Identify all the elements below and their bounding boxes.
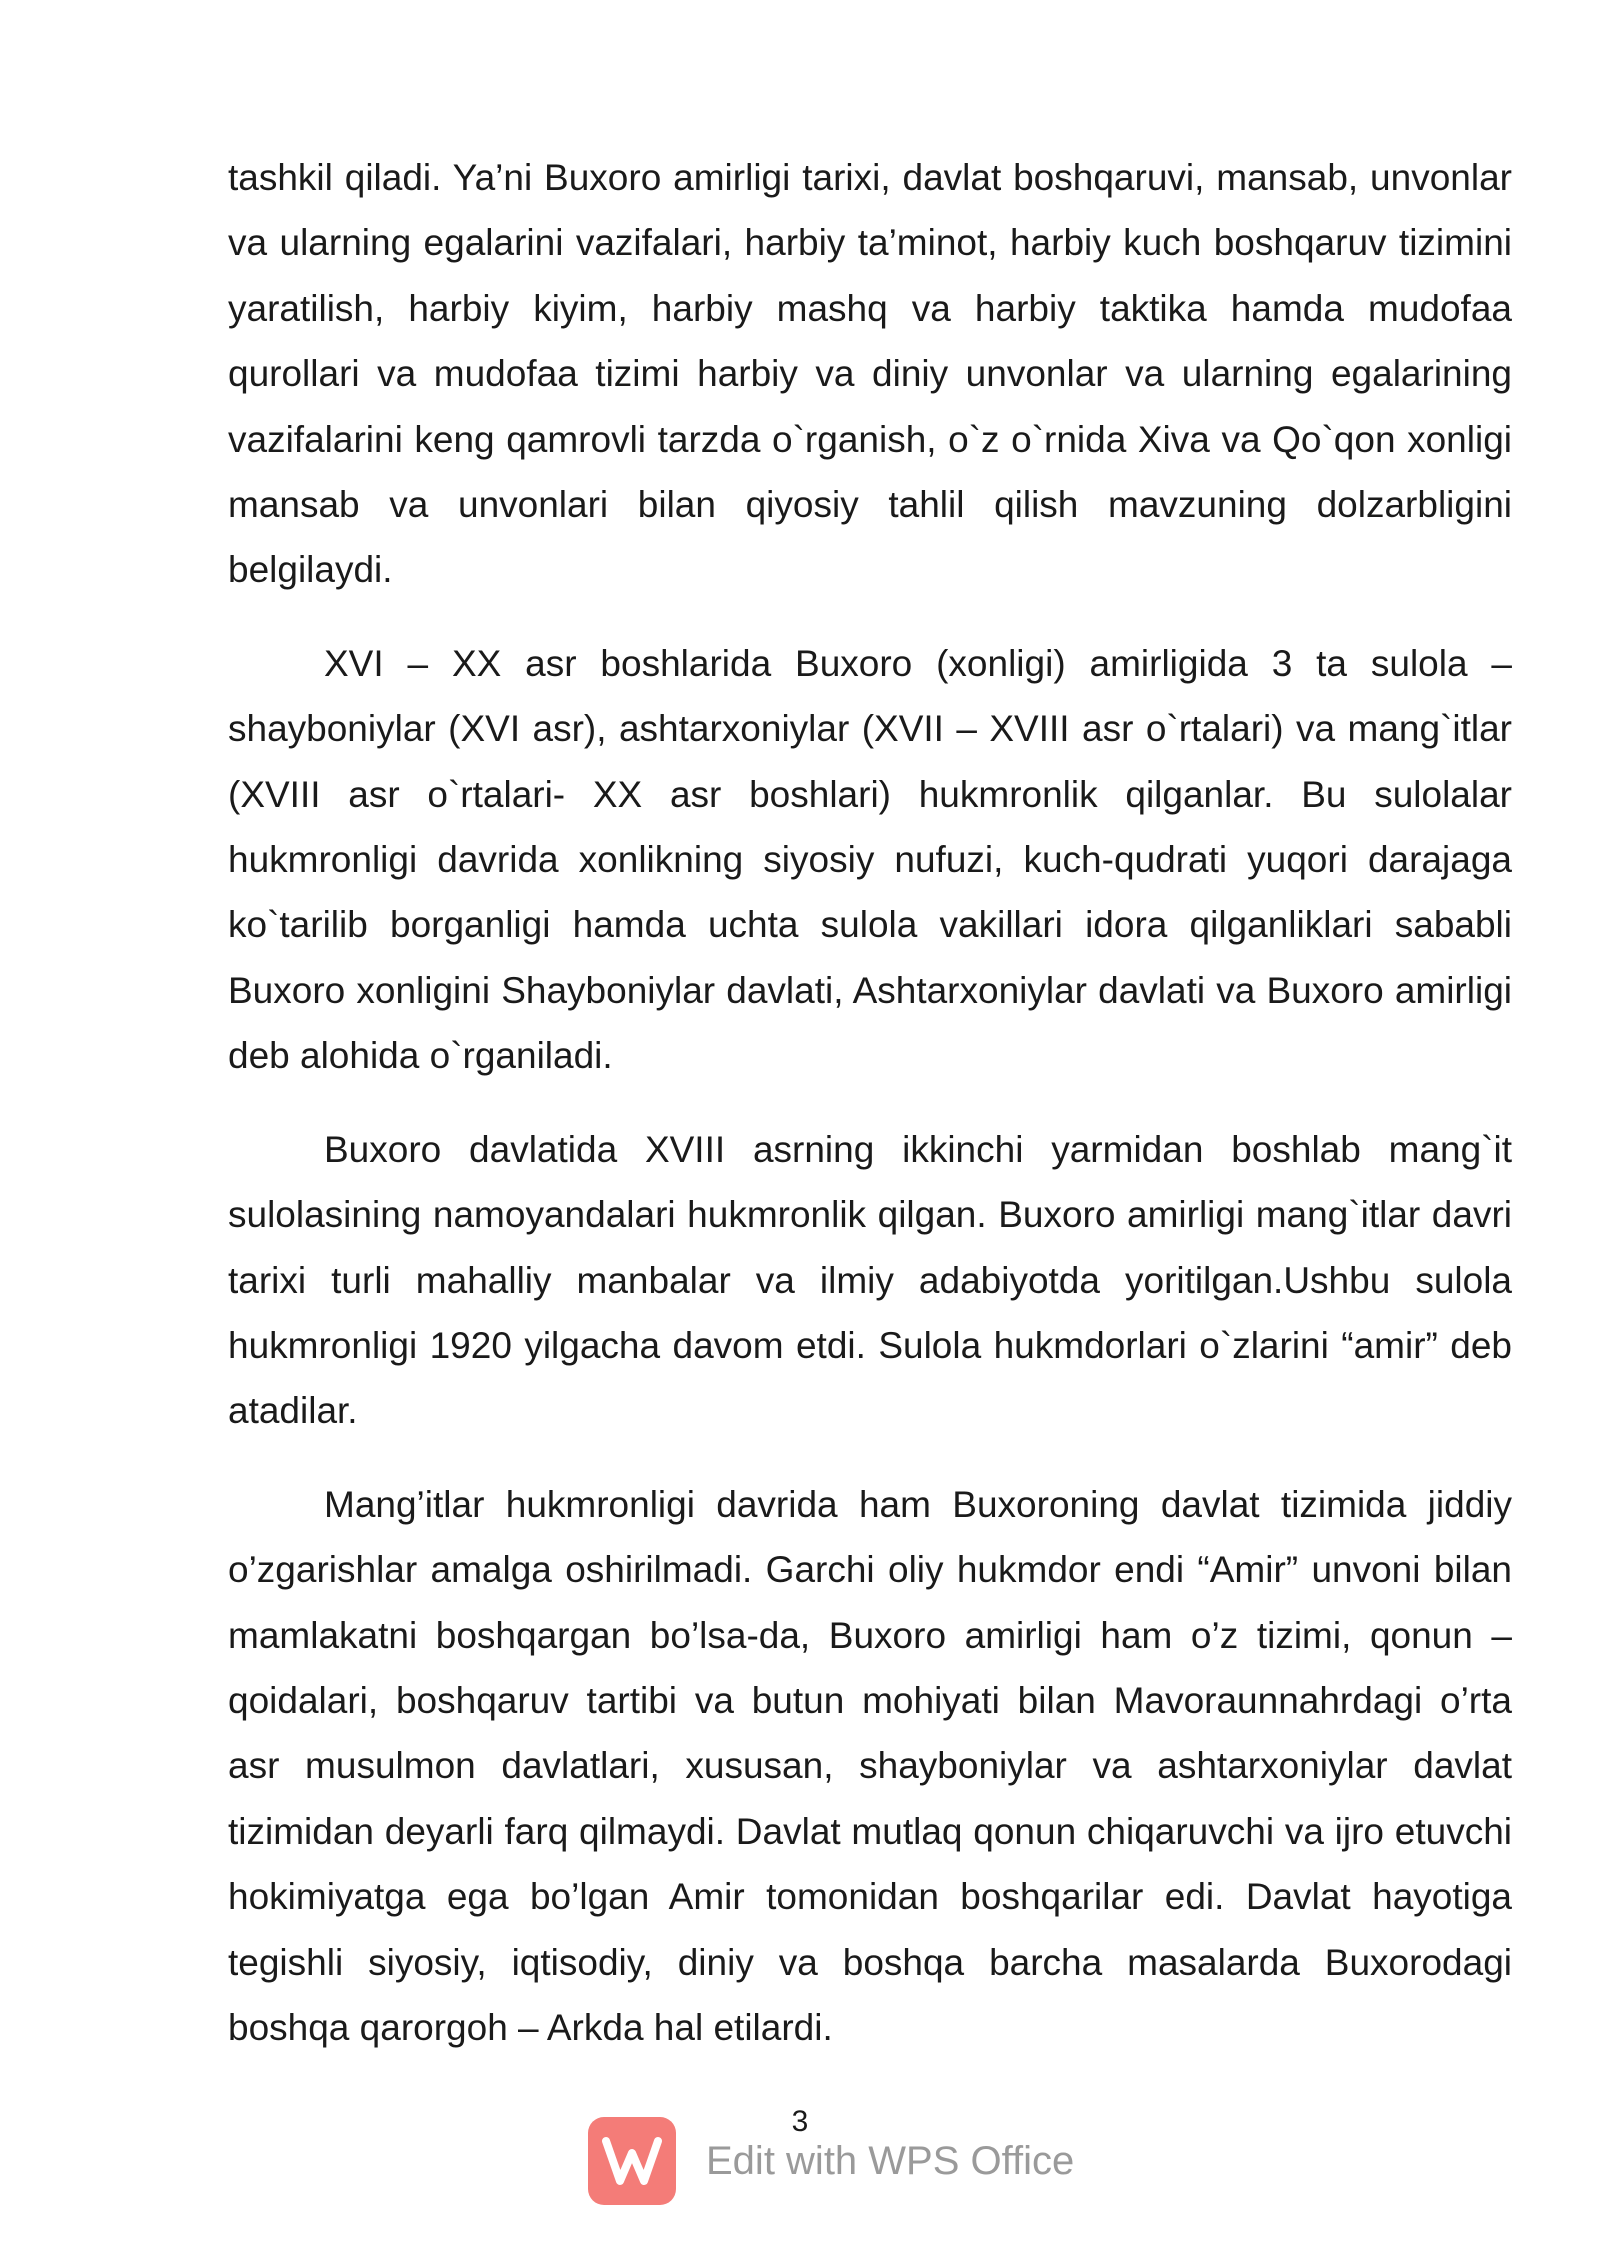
paragraph-1: tashkil qiladi. Ya’ni Buxoro amirligi tarixi, davlat boshqaruvi, mansab, unvonlar va ularning egalarini vazifalari, harbiy ta’minot, harbiy kuch boshqaruv tizimini yaratilish, harbiy kiyim, harbiy mashq va harbiy taktika hamda mudofaa qurollari va mudofaa tizimi harbiy va diniy unvonlar va ularning egalarining vazifalarini keng qamrovli tarzda o`rganish, o`z o`rnida Xiva va Qo`qon xonligi mansab va unvonlari bilan qiyosiy tahlil qilish mavzuning dolzarbligini belgilaydi. [228, 157, 1512, 591]
wps-watermark[interactable] [588, 2116, 1074, 2206]
page-number: 3 [791, 2105, 809, 2138]
wps-watermark-text: Edit with WPS Office [706, 2138, 1075, 2183]
paragraph-3: Buxoro davlatida XVIII asrning ikkinchi yarmidan boshlab mang`it sulolasining namoyandalari hukmronlik qilgan. Buxoro amirligi mang`itlar davri tarixi turli mahalliy manbalar va ilmiy adabiyotda yoritilgan.Ushbu sulola hukmronligi 1920 yilgacha davom etdi. Sulola hukmdorlari o`zlarini “amir” deb atadilar. [228, 1128, 1512, 1432]
paragraph-2: XVI – XX asr boshlarida Buxoro (xonligi) amirligida 3 ta sulola – shayboniylar (XVI asr), ashtarxoniylar (XVII – XVIII asr o`rtalari) va mang`itlar (XVIII asr o`rtalari- XX asr boshlari) hukmronlik qilganlar. Bu sulolalar hukmronligi davrida xonlikning siyosiy nufuzi, kuch-qudrati yuqori darajaga ko`tarilib borganligi hamda uchta sulola vakillari idora qilganliklari sababli Buxoro xonligini Shayboniylar davlati, Ashtarxoniylar davlati va Buxoro amirligi deb alohida o`rganiladi. [228, 642, 1512, 1077]
document-body [228, 145, 1512, 2088]
wps-office-logo-icon [588, 2117, 676, 2205]
paragraph-4: Mang’itlar hukmronligi davrida ham Buxoroning davlat tizimida jiddiy o’zgarishlar amalga oshirilmadi. Garchi oliy hukmdor endi “Amir” unvoni bilan mamlakatni boshqargan bo’lsa-da, Buxoro amirligi ham o’z tizimi, qonun – qoidalari, boshqaruv tartibi va butun mohiyati bilan Mavoraunnahrdagi o’rta asr musulmon davlatlari, xususan, shayboniylar va ashtarxoniylar davlat tizimidan deyarli farq qilmaydi. Davlat mutlaq qonun chiqaruvchi va ijro etuvchi hokimiyatga ega bo’lgan Amir tomonidan boshqarilar edi. Davlat hayotiga tegishli siyosiy, iqtisodiy, diniy va boshqa barcha masalarda Buxorodagi boshqa qarorgoh – Arkda hal etilardi. [228, 1483, 1512, 2048]
